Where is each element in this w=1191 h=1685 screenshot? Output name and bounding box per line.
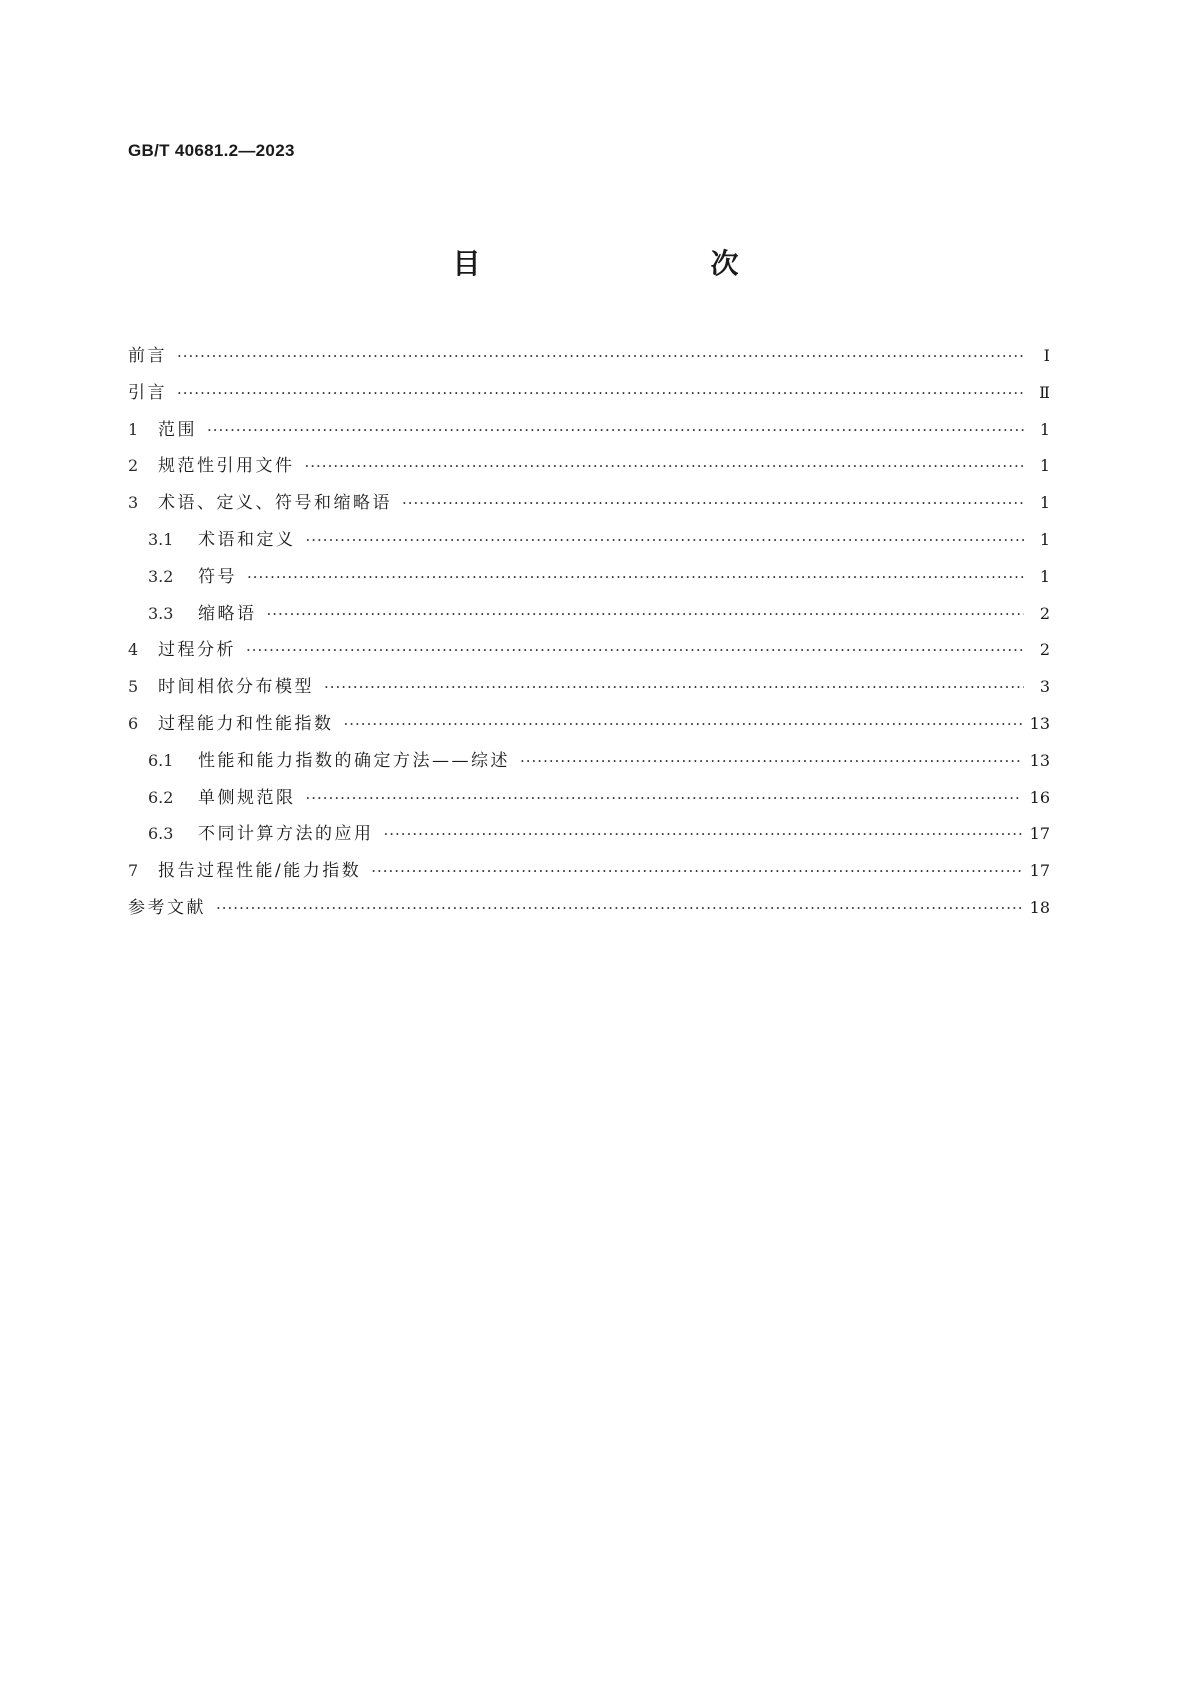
toc-entry-number: 6.1 xyxy=(148,750,174,770)
toc-entry-page: 3 xyxy=(1039,677,1050,697)
toc-entry-reporting[interactable] xyxy=(128,856,1050,893)
dot-leader xyxy=(402,494,1024,512)
dot-leader xyxy=(246,641,1024,659)
dot-leader xyxy=(371,862,1021,880)
toc-entry-normative-references[interactable] xyxy=(128,451,1050,488)
toc-entry-number: 6 xyxy=(128,713,139,733)
dot-leader xyxy=(344,715,1022,733)
toc-entry-page: 1 xyxy=(1039,529,1050,549)
toc-entry-number: 4 xyxy=(128,640,139,660)
toc-entry-number: 6.3 xyxy=(148,824,174,844)
toc-entry-page: 1 xyxy=(1039,566,1050,586)
toc-entry-number: 5 xyxy=(128,677,139,697)
dot-leader xyxy=(306,531,1025,549)
toc-entry-page: 1 xyxy=(1039,456,1050,476)
toc-entry-page: 13 xyxy=(1029,713,1050,733)
toc-entry-label: 过程能力和性能指数 xyxy=(158,713,334,734)
dot-leader xyxy=(177,384,1024,402)
toc-entry-page: 2 xyxy=(1039,640,1050,660)
toc-entry-label: 术语和定义 xyxy=(198,529,296,550)
toc-entry-page: 1 xyxy=(1039,419,1050,439)
document-code: GB/T 40681.2—2023 xyxy=(128,141,295,160)
toc-entry-one-sided-limits[interactable] xyxy=(128,783,1050,820)
toc-entry-label: 引言 xyxy=(128,382,167,403)
toc-entry-label: 术语、定义、符号和缩略语 xyxy=(158,493,392,514)
toc-entry-page: 16 xyxy=(1029,787,1050,807)
toc-entry-number: 2 xyxy=(128,456,139,476)
toc-entry-label: 规范性引用文件 xyxy=(158,456,295,477)
dot-leader xyxy=(247,568,1024,586)
toc-entry-label: 前言 xyxy=(128,346,167,366)
toc-entry-page: Ⅱ xyxy=(1039,382,1050,402)
toc-entry-label: 符号 xyxy=(198,566,237,587)
toc-entry-number: 3.3 xyxy=(148,603,174,623)
toc-entry-page: 17 xyxy=(1029,861,1050,881)
toc-entry-foreword[interactable] xyxy=(128,341,1050,378)
toc-entry-symbols[interactable] xyxy=(128,562,1050,599)
toc-entry-capability-indices[interactable] xyxy=(128,709,1050,746)
toc-entry-number: 6.2 xyxy=(148,787,174,807)
dot-leader xyxy=(520,752,1022,770)
toc-entry-bibliography[interactable] xyxy=(128,893,1050,930)
dot-leader xyxy=(384,825,1022,843)
toc-entry-page: 18 xyxy=(1029,897,1050,917)
toc-entry-number: 3 xyxy=(128,493,139,513)
toc-entry-label: 不同计算方法的应用 xyxy=(198,824,374,845)
toc-entry-label: 单侧规范限 xyxy=(198,787,296,808)
toc-entry-terms-symbols[interactable] xyxy=(128,488,1050,525)
toc-entry-terms-definitions[interactable] xyxy=(128,525,1050,562)
toc-entry-abbreviations[interactable] xyxy=(128,599,1050,636)
toc-entry-determination-methods[interactable] xyxy=(128,746,1050,783)
toc-entry-scope[interactable] xyxy=(128,415,1050,452)
dot-leader xyxy=(207,421,1024,439)
toc-entry-label: 时间相依分布模型 xyxy=(158,677,314,698)
toc-entry-distribution-models[interactable] xyxy=(128,672,1050,709)
toc-entry-number: 3.2 xyxy=(148,566,174,586)
dot-leader xyxy=(267,605,1025,623)
dot-leader xyxy=(177,347,1024,365)
toc-entry-number: 3.1 xyxy=(148,529,174,549)
toc-entry-label: 参考文献 xyxy=(128,897,206,918)
dot-leader xyxy=(216,899,1022,917)
toc-entry-label: 缩略语 xyxy=(198,603,257,624)
toc-entry-calculation-methods[interactable] xyxy=(128,819,1050,856)
dot-leader xyxy=(324,678,1024,696)
toc-entry-number: 1 xyxy=(128,419,139,439)
toc-title: 目 次 xyxy=(452,247,797,280)
toc-entry-page: Ⅰ xyxy=(1043,346,1050,365)
toc-entry-introduction[interactable] xyxy=(128,378,1050,415)
toc-entry-number: 7 xyxy=(128,861,139,881)
toc-entry-label: 报告过程性能/能力指数 xyxy=(158,861,362,882)
toc-entry-process-analysis[interactable] xyxy=(128,635,1050,672)
table-of-contents xyxy=(128,341,1050,930)
toc-entry-label: 范围 xyxy=(158,419,197,440)
dot-leader xyxy=(305,457,1025,475)
toc-entry-label: 性能和能力指数的确定方法——综述 xyxy=(198,750,510,771)
dot-leader xyxy=(306,789,1022,807)
toc-entry-page: 17 xyxy=(1029,824,1050,844)
toc-entry-page: 1 xyxy=(1039,493,1050,513)
toc-entry-page: 2 xyxy=(1039,603,1050,623)
toc-entry-page: 13 xyxy=(1029,750,1050,770)
toc-entry-label: 过程分析 xyxy=(158,640,236,661)
